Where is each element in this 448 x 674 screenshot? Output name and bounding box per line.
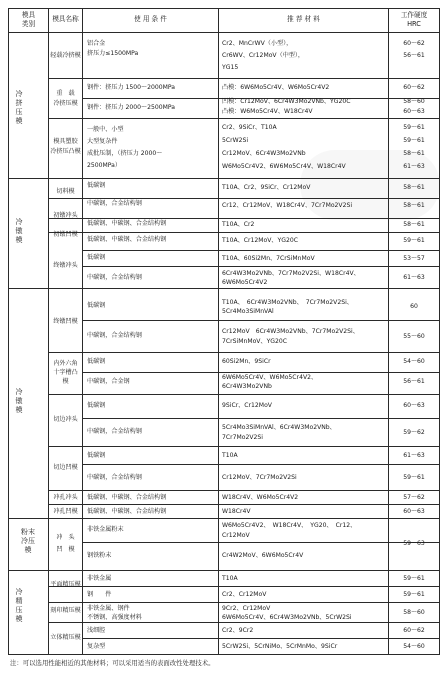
table-rule xyxy=(48,504,440,505)
condition-text: 2500MPa） xyxy=(87,162,121,169)
material-text: 9SiCr、Cr12MoV xyxy=(222,402,272,409)
condition-text: 钢件：挤压力 2000～2500MPa xyxy=(87,104,176,111)
table-rule-section xyxy=(8,178,440,179)
table-rule-top xyxy=(8,8,440,9)
condition-text: 非铁金属粉末 xyxy=(87,526,124,533)
hardness-value: 59～61 xyxy=(403,591,425,598)
footnote: 注：可以选用性能相近的其他材料；可以采用适当的表面改性处理技术。 xyxy=(10,659,215,667)
table-rule xyxy=(48,602,440,603)
material-text: Cr6WV、Cr12MoV（中型）， xyxy=(222,52,305,59)
header-category: 模具 类别 xyxy=(21,11,36,28)
condition-text: 中碳钢，合金结构钢 xyxy=(87,200,142,207)
material-text: 凹模：Cr12MoV、6Cr4W3Mo2VNb、YG20C xyxy=(222,98,351,105)
mold-name: 内外六角 xyxy=(53,360,78,367)
hardness-value: 58～61 xyxy=(403,221,425,228)
hardness-value: 57～62 xyxy=(403,494,425,501)
mold-name: 切边凹模 xyxy=(53,464,78,471)
condition-text: 中碳钢，合金结构钢 xyxy=(87,274,142,281)
table-rule xyxy=(48,586,440,587)
condition-text: 一般中、小型 xyxy=(87,126,124,133)
mold-name: 轻载冷挤模 xyxy=(50,52,81,59)
hardness-value: 56～61 xyxy=(403,378,425,385)
table-rule-inner xyxy=(82,542,440,543)
condition-text: 低碳钢 xyxy=(87,402,106,409)
hardness-value: 59～61 xyxy=(403,575,425,582)
mold-name: 立体精压模 xyxy=(50,634,81,641)
hardness-value: 58～61 xyxy=(403,150,425,157)
condition-text: 低碳钢、中碳钢、合金结构钢 xyxy=(87,236,167,243)
material-text: 6W6Mo5Cr4V、6Cr4W3Mo2VNb、5CrW2Si xyxy=(222,614,352,621)
material-text: 5Cr4Mo3SiMnVAl、6Cr4W3Mo2VNb、 xyxy=(222,424,336,431)
table-rule xyxy=(48,218,440,219)
header-mold-name: 模具名称 xyxy=(52,15,79,23)
condition-text: 成批压制，（挤压力 2000～ xyxy=(87,150,163,157)
material-text: YG15 xyxy=(222,64,239,71)
condition-text: 中碳钢，合金结构钢 xyxy=(87,474,142,481)
hardness-value: 61～63 xyxy=(403,163,425,170)
material-text: W18Cr4V、W6Mo5Cr4V2 xyxy=(222,494,299,501)
material-text: T10A、 6Cr4W3Mo2VNb、 7Cr7Mo2V2Si、 xyxy=(222,299,353,306)
condition-text: 低碳钢 xyxy=(87,452,106,459)
material-text: 5CrW2Si、5CrNiMo、5CrMnMo、9SiCr xyxy=(222,643,338,650)
condition-text: 低碳钢 xyxy=(87,302,106,309)
material-text: W6Mo5Cr4V2、 W18Cr4V、 YG20、 Cr12、 xyxy=(222,522,357,529)
material-text: Cr2、Cr12MoV xyxy=(222,591,267,598)
hardness-value: 60～62 xyxy=(403,627,425,634)
table-rule xyxy=(48,490,440,491)
mold-name: 重 载 xyxy=(56,90,75,97)
condition-text: 低碳钢 xyxy=(87,254,106,261)
condition-text: 低碳钢、中碳钢、合金结构钢 xyxy=(87,220,167,227)
material-text: Cr2、MnCrWV（小型）， xyxy=(222,40,293,47)
hardness-value: 55～60 xyxy=(403,333,425,340)
mold-name: 刻印精压模 xyxy=(50,607,81,614)
mold-name: 切边冲头 xyxy=(53,416,78,423)
table-rule-header xyxy=(8,32,440,33)
table-rule-inner xyxy=(82,266,440,267)
table-rule xyxy=(48,78,440,79)
condition-text: 中碳钢，合金结构钢 xyxy=(87,332,142,339)
condition-text: 钢件：挤压力 1500～2000MPa xyxy=(87,84,176,91)
hardness-value: 58～60 xyxy=(403,98,425,105)
condition-text: 低碳钢 xyxy=(87,358,106,365)
condition-text: 大型复杂件 xyxy=(87,138,118,145)
hardness-value: 58～61 xyxy=(403,202,425,209)
material-text: T10A xyxy=(222,452,238,459)
hardness-value: 59～62 xyxy=(403,429,425,436)
table-border-right xyxy=(439,8,440,654)
mold-name: 终镦凹模 xyxy=(53,318,78,325)
material-text: 6Cr4W3Mo2VNb、7Cr7Mo2V2Si、W18Cr4V、 xyxy=(222,270,360,277)
mold-name: 初镦凹模 xyxy=(53,231,78,238)
material-text: 5Cr4Mo3SiMnVAl xyxy=(222,308,274,315)
condition-text: 低碳钢、中碳钢、合金结构钢 xyxy=(87,508,167,515)
condition-text: 中碳钢，合金钢 xyxy=(87,378,130,385)
header-materials: 推 荐 材 料 xyxy=(287,15,320,23)
hardness-value: 59～63 xyxy=(403,540,425,547)
hardness-value: 59～61 xyxy=(403,474,425,481)
hardness-value: 58～60 xyxy=(403,609,425,616)
table-rule xyxy=(48,622,440,623)
table-rule-inner xyxy=(82,250,440,251)
table-rule-section xyxy=(8,518,440,519)
material-text: T10A、Cr12MoV、YG20C xyxy=(222,237,298,244)
condition-text: 复杂型 xyxy=(87,643,106,650)
material-text: W18Cr4V xyxy=(222,508,251,515)
table-rule-bottom xyxy=(8,654,440,655)
condition-text: 非铁金属、钢件 xyxy=(87,605,130,612)
table-rule xyxy=(48,232,440,233)
hardness-value: 61～63 xyxy=(403,452,425,459)
material-text: Cr2、9SiCr、T10A xyxy=(222,124,277,131)
mold-name: 模 xyxy=(62,378,69,385)
mold-name: 凹 模 xyxy=(56,546,75,553)
material-text: 9Cr2、Cr12MoV xyxy=(222,605,271,612)
hardness-value: 61～63 xyxy=(403,274,425,281)
mold-name: 模具塑胶 xyxy=(53,138,78,145)
header-hardness: 工作硬度 HRC xyxy=(400,11,428,28)
table-rule-inner xyxy=(82,372,440,373)
material-text: Cr12、Cr12MoV、W18Cr4V、7Cr7Mo2V2Si xyxy=(222,202,353,209)
table-rule xyxy=(48,118,440,119)
material-text: Cr2、9Cr2 xyxy=(222,627,254,634)
material-text: 7CrSiMnMoV、YG20C xyxy=(222,338,288,345)
material-text: 凸模：6W6Mo5Cr4V、W6Mo5Cr4V2 xyxy=(222,84,330,91)
hardness-value: 54～60 xyxy=(403,358,425,365)
material-text: Cr12MoV、6Cr4W3Mo2VNb xyxy=(222,150,306,157)
table-rule xyxy=(48,394,440,395)
mold-name: 冲 头 xyxy=(56,534,75,541)
mold-name: 平面精压模 xyxy=(50,581,81,588)
material-text: 6Cr4W3Mo2VNb xyxy=(222,383,272,390)
material-text: 60Si2Mn、9SiCr xyxy=(222,358,271,365)
hardness-value: 60～63 xyxy=(403,402,425,409)
header-conditions: 使 用 条 件 xyxy=(134,15,167,23)
table-border-left xyxy=(8,8,9,654)
table-rule-inner xyxy=(82,638,440,639)
condition-text: 钢铁粉末 xyxy=(87,552,112,559)
condition-text: 铝合金 xyxy=(87,40,106,47)
hardness-value: 60～62 xyxy=(403,84,425,91)
hardness-value: 60～63 xyxy=(403,108,425,115)
condition-text: 低碳钢、中碳钢、合金结构钢 xyxy=(87,494,167,501)
category-trimming: 冷 镦 模 xyxy=(15,218,23,244)
material-text: Cr4W2MoV、6W6Mo5Cr4V xyxy=(222,552,304,559)
table-rule-inner xyxy=(82,418,440,419)
material-text: W6Mo5Cr4V2、6W6Mo5Cr4V、W18Cr4V xyxy=(222,163,346,170)
table-column-rule xyxy=(218,8,219,654)
condition-text: 浅细腔 xyxy=(87,627,106,634)
condition-text: 挤压力≤1500MPa xyxy=(87,50,139,57)
mold-name: 冲孔凹模 xyxy=(53,508,78,515)
condition-text: 非铁金属 xyxy=(87,575,112,582)
hardness-value: 59～61 xyxy=(403,137,425,144)
mold-name: 十字槽凸 xyxy=(53,369,78,376)
material-text: T10A、Cr2 xyxy=(222,221,255,228)
table-rule-section xyxy=(8,570,440,571)
hardness-value: 56～61 xyxy=(403,52,425,59)
table-column-rule xyxy=(82,8,83,654)
category-heading: 冷 镦 模 xyxy=(15,388,23,414)
material-text: T10A、60Si2Mn、7CrSiMnMoV xyxy=(222,255,315,262)
material-text: 5CrW2Si xyxy=(222,137,249,144)
material-text: 凸模：W6Mo5Cr4V、W18Cr4V xyxy=(222,108,313,115)
category-cold-extrusion: 冷 挤 压 模 xyxy=(15,90,23,125)
category-powder: 粉末 冷压 模 xyxy=(21,528,35,554)
table-rule-inner xyxy=(82,464,440,465)
mold-name: 初镦冲头 xyxy=(53,212,78,219)
hardness-value: 59～61 xyxy=(403,237,425,244)
hardness-value: 60～62 xyxy=(403,40,425,47)
category-fine-blanking: 冷 精 压 模 xyxy=(15,588,23,623)
condition-text: 低碳钢 xyxy=(87,182,106,189)
table-rule-inner xyxy=(82,320,440,321)
hardness-value: 60～63 xyxy=(403,508,425,515)
hardness-value: 59～61 xyxy=(403,124,425,131)
condition-text: 中碳钢，合金结构钢 xyxy=(87,428,142,435)
mold-name: 切料模 xyxy=(56,188,75,195)
material-text: Cr12MoV、7Cr7Mo2V2Si xyxy=(222,474,297,481)
hardness-value: 54～60 xyxy=(403,643,425,650)
table-rule xyxy=(48,446,440,447)
material-text: 6W6Mo5Cr4V2 xyxy=(222,279,268,286)
condition-text: 不锈钢、高强度材料 xyxy=(87,614,142,621)
mold-name: 冷挤压凸模 xyxy=(50,148,81,155)
mold-name: 冲孔冲头 xyxy=(53,494,78,501)
table-rule xyxy=(48,198,440,199)
table-rule-section xyxy=(8,288,440,289)
hardness-value: 60 xyxy=(410,303,418,310)
hardness-value: 53～57 xyxy=(403,255,425,262)
mold-name: 冷挤压模 xyxy=(53,100,78,107)
material-text: 6W6Mo5Cr4V、W6Mo5Cr4V2、 xyxy=(222,374,318,381)
material-text: Cr12MoV xyxy=(222,532,250,539)
material-text: 7Cr7Mo2V2Si xyxy=(222,434,263,441)
table-rule xyxy=(48,352,440,353)
material-text: T10A、Cr2、9SiCr、Cr12MoV xyxy=(222,184,311,191)
mold-name: 终镦冲头 xyxy=(53,262,78,269)
condition-text: 钢 件 xyxy=(87,591,112,598)
hardness-value: 58～61 xyxy=(403,184,425,191)
material-text: T10A xyxy=(222,575,238,582)
material-text: Cr12MoV 6Cr4W3Mo2VNb、7Cr7Mo2V2Si、 xyxy=(222,328,359,335)
